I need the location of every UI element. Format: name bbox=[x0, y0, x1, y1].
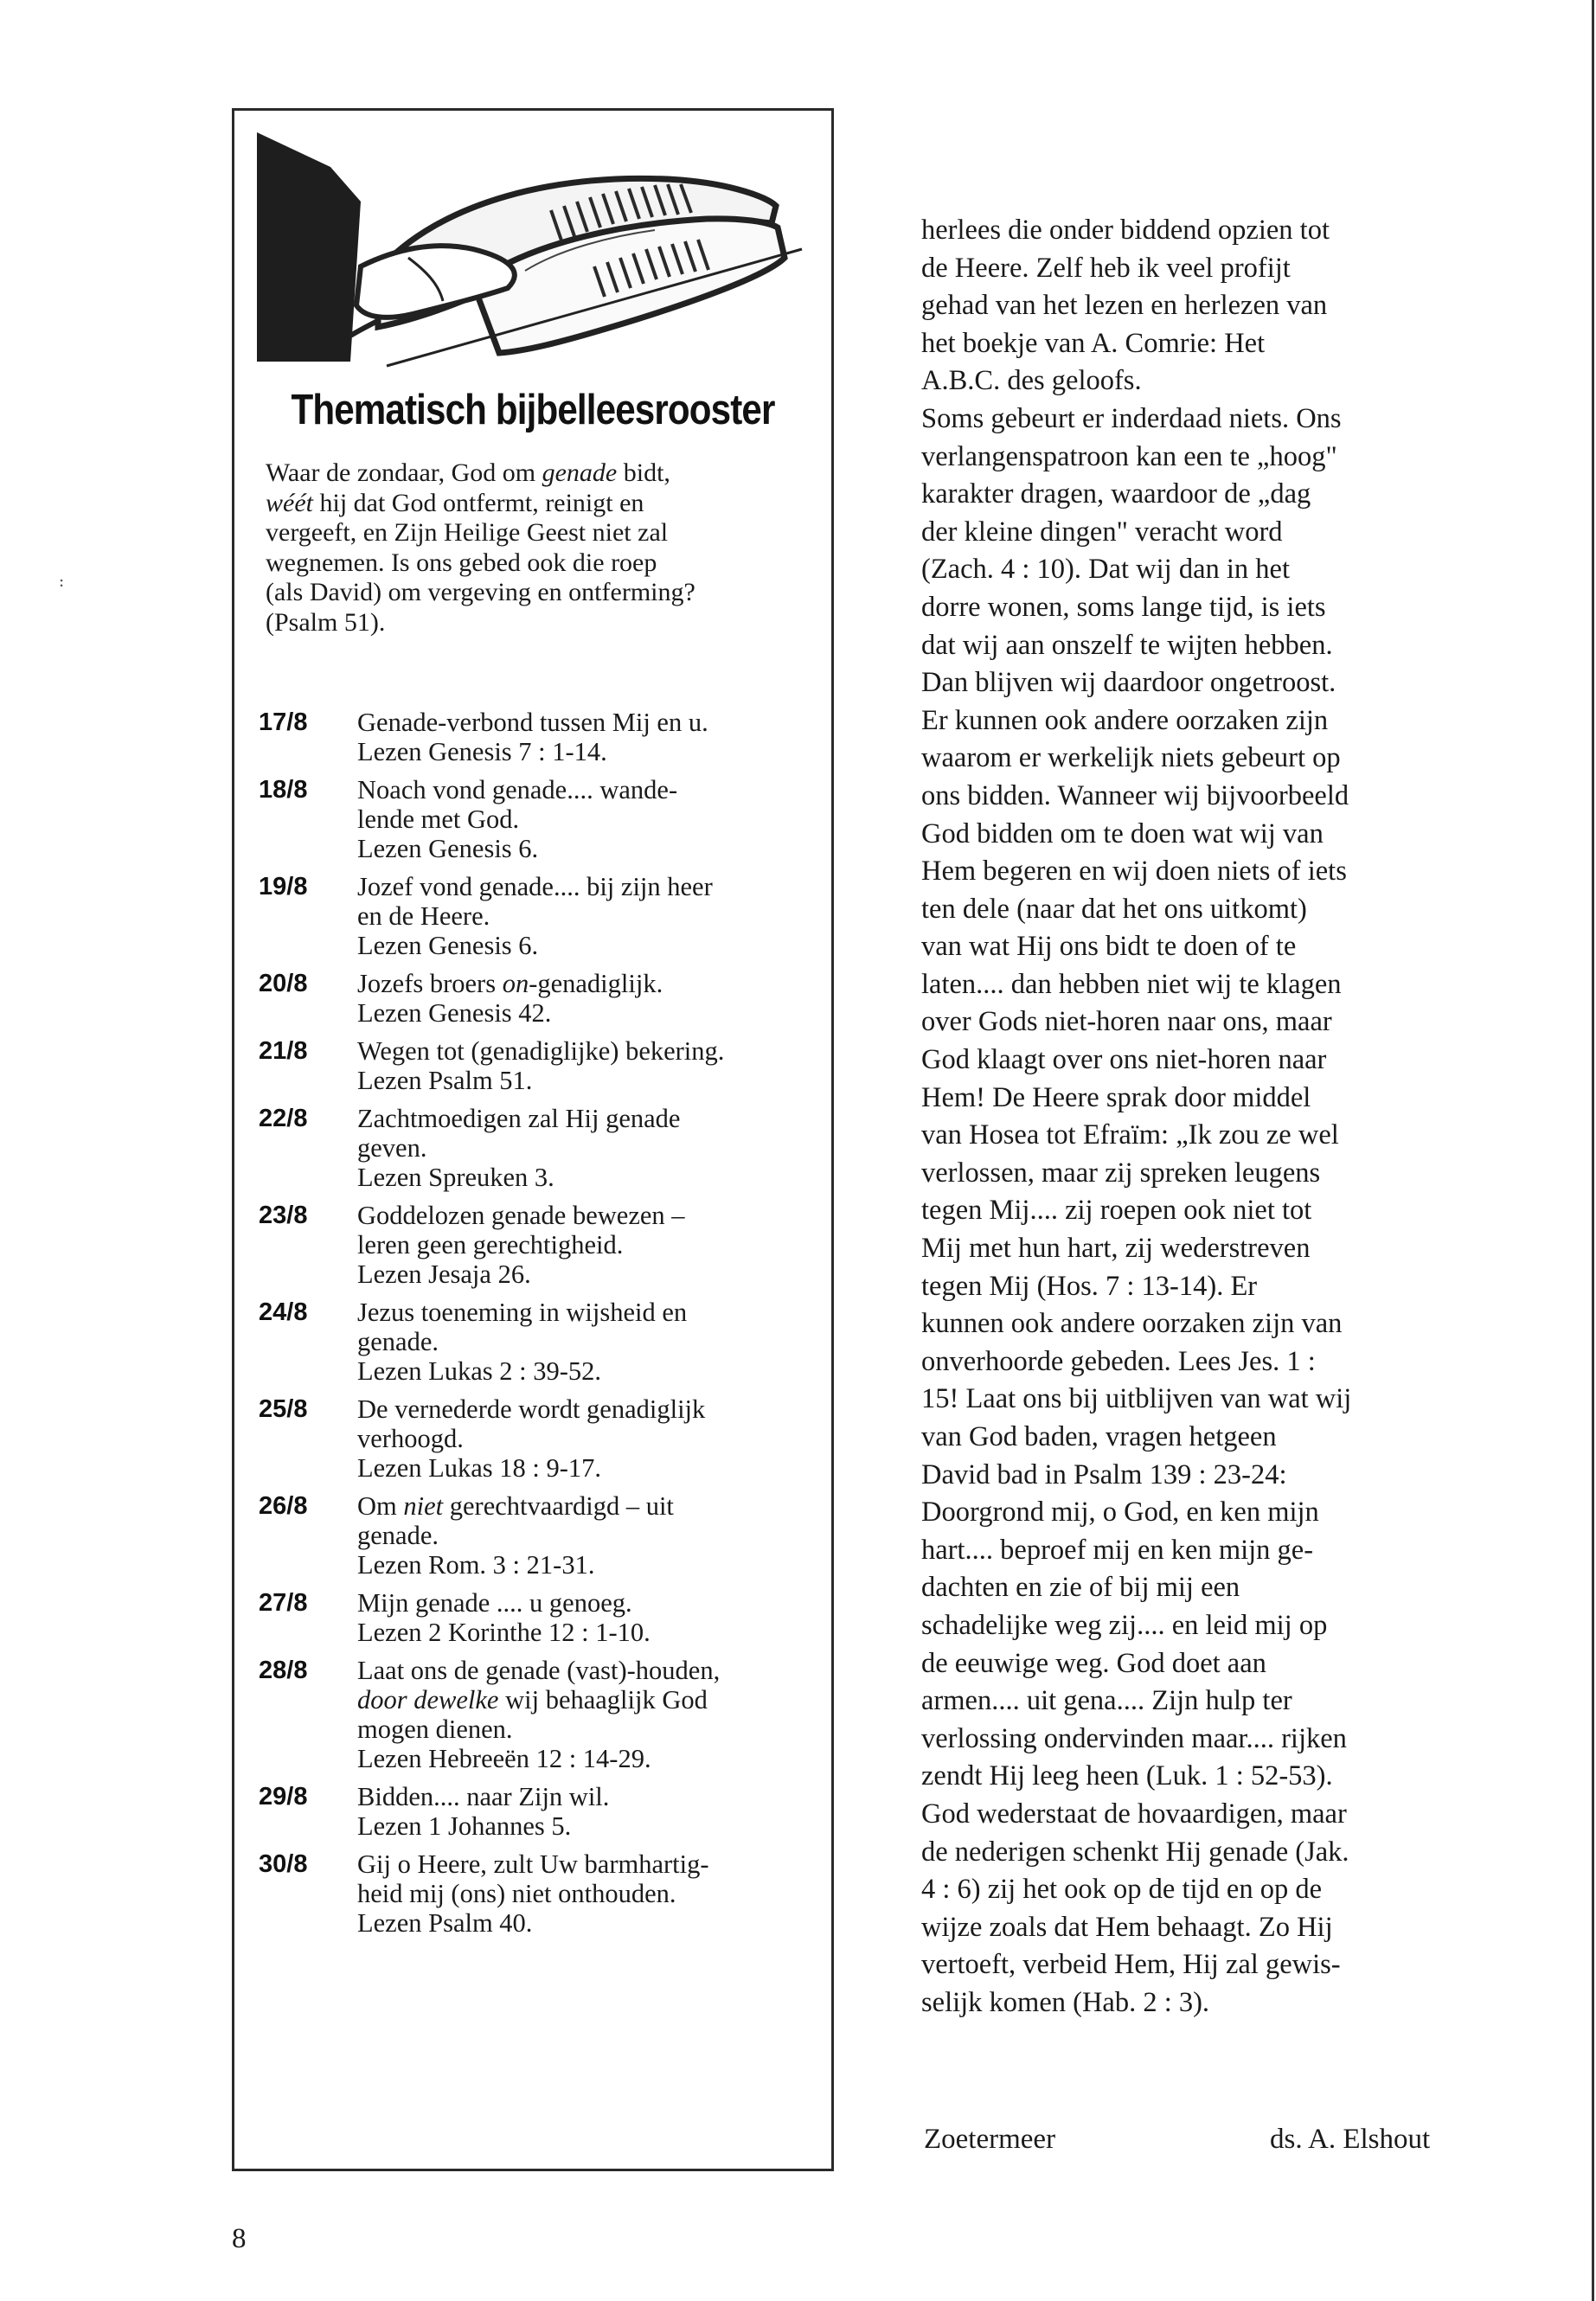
entry-line: Lezen Genesis 7 : 1-14. bbox=[357, 737, 607, 766]
body-line: armen.... uit gena.... Zijn hulp ter bbox=[921, 1685, 1292, 1717]
entry-line: genade. bbox=[357, 1327, 439, 1356]
schedule-entry bbox=[259, 1656, 821, 1773]
reading-schedule-box bbox=[232, 108, 834, 2171]
body-line: ten dele (naar dat het ons uitkomt) bbox=[921, 893, 1307, 925]
entry-line: heid mij (ons) niet onthouden. bbox=[357, 1879, 676, 1908]
body-line: ons bidden. Wanneer wij bijvoorbeeld bbox=[921, 779, 1349, 811]
body-line: de Heere. Zelf heb ik veel profijt bbox=[921, 252, 1291, 284]
open-bible-illustration bbox=[248, 119, 819, 388]
schedule-entry bbox=[259, 1491, 821, 1580]
body-line: David bad in Psalm 139 : 23-24: bbox=[921, 1458, 1287, 1490]
schedule-entry bbox=[259, 1104, 821, 1192]
schedule-entry bbox=[259, 872, 821, 960]
body-line: van God baden, vragen hetgeen bbox=[921, 1421, 1277, 1452]
entry-date: 17/8 bbox=[259, 708, 308, 736]
schedule-entry bbox=[259, 1201, 821, 1289]
schedule-entry bbox=[259, 969, 821, 1028]
entry-line: Lezen Spreuken 3. bbox=[357, 1163, 554, 1192]
schedule-entry bbox=[259, 708, 821, 766]
body-line: 4 : 6) zij het ook op de tijd en op de bbox=[921, 1874, 1323, 1906]
entry-line: Lezen Rom. 3 : 21-31. bbox=[357, 1550, 595, 1580]
body-line: laten.... dan hebben niet wij te klagen bbox=[921, 968, 1342, 1000]
body-line: gehad van het lezen en herlezen van bbox=[921, 290, 1328, 322]
entry-line: Lezen Hebreeën 12 : 14-29. bbox=[357, 1744, 651, 1773]
intro-line: wéét hij dat God ontfermt, reinigt en bbox=[266, 488, 644, 517]
body-line: van Hosea tot Efraïm: „Ik zou ze wel bbox=[921, 1119, 1339, 1151]
entry-line: Wegen tot (genadiglijke) bekering. bbox=[357, 1036, 725, 1066]
schedule-entry bbox=[259, 1036, 821, 1095]
body-line: over Gods niet-horen naar ons, maar bbox=[921, 1006, 1332, 1038]
entry-line: Genade-verbond tussen Mij en u. bbox=[357, 708, 708, 737]
body-line: wijze zoals dat Hem behaagt. Zo Hij bbox=[921, 1911, 1333, 1943]
schedule-entry bbox=[259, 775, 821, 863]
body-line: Soms gebeurt er inderdaad niets. Ons bbox=[921, 402, 1342, 434]
entry-line: Om niet gerechtvaardigd – uit bbox=[357, 1491, 674, 1521]
body-line: Mij met hun hart, zij wederstreven bbox=[921, 1233, 1311, 1265]
body-line: tegen Mij.... zij roepen ook niet tot bbox=[921, 1195, 1312, 1227]
entry-line: verhoogd. bbox=[357, 1424, 464, 1453]
body-line: hart.... beproef mij en ken mijn ge- bbox=[921, 1534, 1314, 1566]
entry-line: Lezen Genesis 6. bbox=[357, 931, 539, 960]
body-line: 15! Laat ons bij uitblijven van wat wij bbox=[921, 1383, 1352, 1415]
intro-italic-weet: wéét bbox=[266, 488, 313, 517]
entry-date: 20/8 bbox=[259, 970, 308, 997]
body-line: dachten en zie of bij mij een bbox=[921, 1572, 1240, 1604]
entry-date: 25/8 bbox=[259, 1395, 308, 1423]
body-line: dorre wonen, soms lange tijd, is iets bbox=[921, 591, 1326, 623]
body-line: God wederstaat de hovaardigen, maar bbox=[921, 1798, 1347, 1830]
body-line: der kleine dingen" veracht word bbox=[921, 516, 1283, 548]
entry-line: Lezen Genesis 42. bbox=[357, 998, 552, 1028]
entry-line: Lezen Genesis 6. bbox=[357, 834, 539, 863]
body-line: A.B.C. des geloofs. bbox=[921, 365, 1142, 397]
entry-date: 29/8 bbox=[259, 1783, 308, 1811]
body-line: Er kunnen ook andere oorzaken zijn bbox=[921, 704, 1329, 736]
intro-line: vergeeft, en Zijn Heilige Geest niet zal bbox=[266, 518, 669, 547]
body-line: Hem! De Heere sprak door middel bbox=[921, 1081, 1311, 1113]
entry-line: Lezen Lukas 18 : 9-17. bbox=[357, 1453, 602, 1483]
entry-date: 26/8 bbox=[259, 1492, 308, 1520]
entry-line: mogen dienen. bbox=[357, 1715, 513, 1744]
entry-italic-niet: niet bbox=[403, 1491, 444, 1521]
schedule-title: Thematisch bijbelleesrooster bbox=[291, 387, 775, 433]
body-line: verlangenspatroon kan een te „hoog" bbox=[921, 440, 1337, 472]
intro-line: (als David) om vergeving en ontferming? bbox=[266, 578, 695, 606]
entry-date: 28/8 bbox=[259, 1657, 308, 1684]
schedule-entry bbox=[259, 1298, 821, 1386]
body-line: onverhoorde gebeden. Lees Jes. 1 : bbox=[921, 1345, 1316, 1377]
entry-italic-on: on bbox=[502, 969, 529, 998]
schedule-intro bbox=[266, 458, 814, 638]
body-line: Doorgrond mij, o God, en ken mijn bbox=[921, 1497, 1319, 1529]
intro-line: wegnemen. Is ons gebed ook die roep bbox=[266, 548, 657, 577]
entry-date: 21/8 bbox=[259, 1037, 308, 1065]
entry-date: 23/8 bbox=[259, 1202, 308, 1229]
schedule-entry bbox=[259, 1588, 821, 1647]
intro-line: Waar de zondaar, God om genade bidt, bbox=[266, 458, 670, 487]
body-line: Dan blijven wij daardoor ongetroost. bbox=[921, 667, 1336, 699]
schedule-entry bbox=[259, 1394, 821, 1483]
stray-mark: ꞉ bbox=[59, 571, 65, 593]
entry-line: Gij o Heere, zult Uw barmhartig- bbox=[357, 1849, 709, 1879]
signature-place: Zoetermeer bbox=[924, 2124, 1056, 2155]
entry-line: Noach vond genade.... wande- bbox=[357, 775, 678, 804]
entry-line: De vernederde wordt genadiglijk bbox=[357, 1394, 706, 1424]
schedule-list bbox=[259, 708, 821, 1946]
body-line: kunnen ook andere oorzaken zijn van bbox=[921, 1308, 1343, 1340]
schedule-entry bbox=[259, 1782, 821, 1841]
intro-line: (Psalm 51). bbox=[266, 607, 386, 637]
entry-line: door dewelke wij behaaglijk God bbox=[357, 1685, 708, 1715]
entry-line: Lezen Psalm 40. bbox=[357, 1908, 533, 1938]
entry-line: Laat ons de genade (vast)-houden, bbox=[357, 1656, 721, 1685]
body-line: verlossing ondervinden maar.... rijken bbox=[921, 1722, 1347, 1754]
body-line: waarom er werkelijk niets gebeurt op bbox=[921, 742, 1341, 774]
body-line: het boekje van A. Comrie: Het bbox=[921, 327, 1266, 359]
entry-line: Lezen Jesaja 26. bbox=[357, 1259, 531, 1289]
entry-line: leren geen gerechtigheid. bbox=[357, 1230, 624, 1259]
entry-date: 19/8 bbox=[259, 873, 308, 901]
entry-line: lende met God. bbox=[357, 804, 520, 834]
signature-author: ds. A. Elshout bbox=[1270, 2124, 1431, 2155]
entry-line: Lezen 1 Johannes 5. bbox=[357, 1811, 572, 1841]
entry-line: Jozefs broers on-genadiglijk. bbox=[357, 969, 663, 998]
entry-line: en de Heere. bbox=[357, 901, 490, 931]
entry-line: genade. bbox=[357, 1521, 439, 1550]
entry-line: Bidden.... naar Zijn wil. bbox=[357, 1782, 610, 1811]
entry-date: 18/8 bbox=[259, 776, 308, 804]
entry-line: Jozef vond genade.... bij zijn heer bbox=[357, 872, 713, 901]
entry-line: Jezus toeneming in wijsheid en bbox=[357, 1298, 688, 1327]
entry-date: 30/8 bbox=[259, 1850, 308, 1878]
body-line: van wat Hij ons bidt te doen of te bbox=[921, 931, 1297, 963]
right-column-text bbox=[921, 212, 1518, 2022]
body-line: zendt Hij leeg heen (Luk. 1 : 52-53). bbox=[921, 1760, 1333, 1792]
entry-line: Lezen Lukas 2 : 39-52. bbox=[357, 1356, 602, 1386]
intro-italic-genade: genade bbox=[542, 458, 618, 487]
body-line: dat wij aan onszelf te wijten hebben. bbox=[921, 629, 1333, 661]
page-number: 8 bbox=[232, 2223, 247, 2254]
body-line: vertoeft, verbeid Hem, Hij zal gewis- bbox=[921, 1949, 1341, 1981]
body-line: schadelijke weg zij.... en leid mij op bbox=[921, 1609, 1328, 1641]
body-line: God klaagt over ons niet-horen naar bbox=[921, 1044, 1327, 1076]
body-line: de nederigen schenkt Hij genade (Jak. bbox=[921, 1836, 1349, 1868]
entry-date: 22/8 bbox=[259, 1105, 308, 1132]
body-line: Hem begeren en wij doen niets of iets bbox=[921, 856, 1347, 888]
body-line: tegen Mij (Hos. 7 : 13-14). Er bbox=[921, 1270, 1258, 1302]
entry-line: Mijn genade .... u genoeg. bbox=[357, 1588, 632, 1618]
entry-line: Lezen Psalm 51. bbox=[357, 1066, 533, 1095]
entry-line: Lezen 2 Korinthe 12 : 1-10. bbox=[357, 1618, 651, 1647]
body-line: karakter dragen, waardoor de „dag bbox=[921, 478, 1311, 510]
entry-date: 24/8 bbox=[259, 1298, 308, 1326]
body-line: God bidden om te doen wat wij van bbox=[921, 817, 1324, 849]
entry-line: Goddelozen genade bewezen – bbox=[357, 1201, 685, 1230]
schedule-entry bbox=[259, 1849, 821, 1938]
body-line: (Zach. 4 : 10). Dat wij dan in het bbox=[921, 554, 1290, 586]
entry-date: 27/8 bbox=[259, 1589, 308, 1617]
body-line: herlees die onder biddend opzien tot bbox=[921, 215, 1330, 246]
body-line: verlossen, maar zij spreken leugens bbox=[921, 1157, 1321, 1189]
page-edge-rule bbox=[1592, 0, 1594, 2301]
entry-line: Zachtmoedigen zal Hij genade bbox=[357, 1104, 681, 1133]
entry-italic-door-dewelke: door dewelke bbox=[357, 1685, 499, 1715]
body-line: selijk komen (Hab. 2 : 3). bbox=[921, 1986, 1210, 2018]
body-line: de eeuwige weg. God doet aan bbox=[921, 1647, 1266, 1679]
entry-line: geven. bbox=[357, 1133, 427, 1163]
